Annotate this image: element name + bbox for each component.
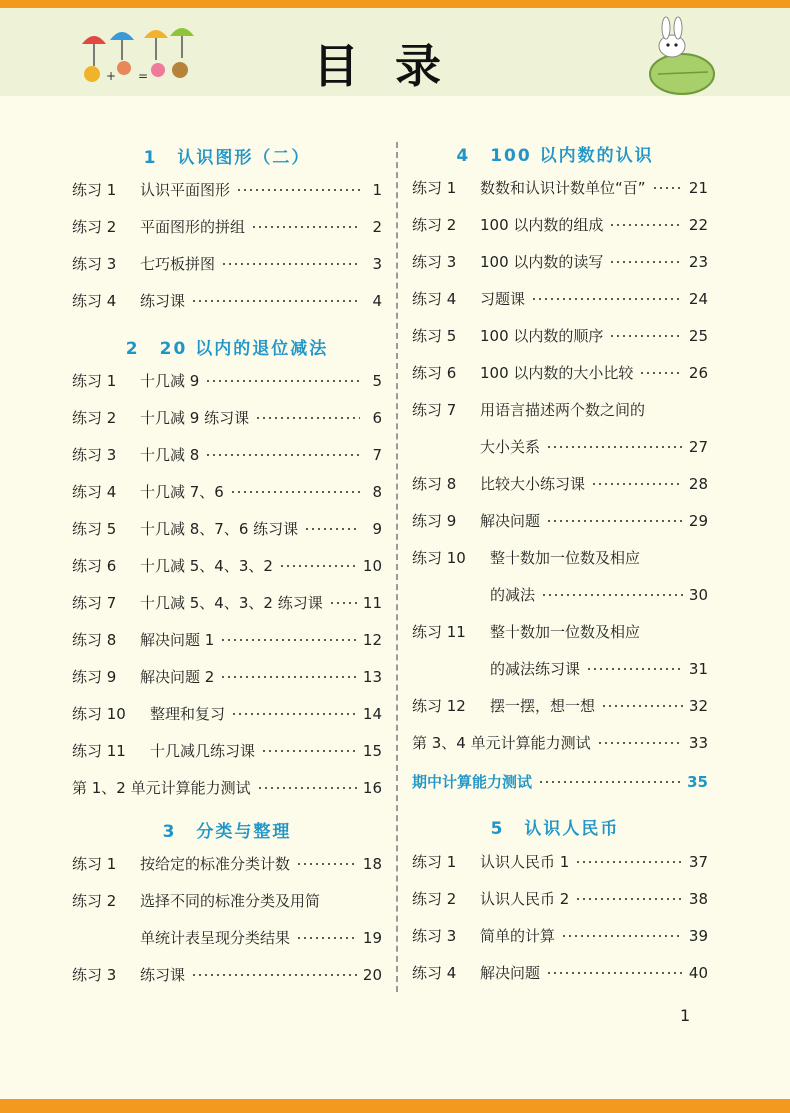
toc-entry[interactable]: 练习 7 用语言描述两个数之间的 [412,401,646,419]
toc-entry[interactable]: 练习 12 摆一摆，想一想 32 [412,697,708,715]
toc-entry[interactable]: 练习 9 解决问题 2 13 [72,668,382,686]
section-title: 1 认识图形（二） [143,148,311,168]
toc-entry[interactable]: 练习 1 认识人民币 1 37 [412,853,708,871]
toc-entry[interactable]: 练习 7 十几减 5、4、3、2 练习课 11 [72,594,382,612]
section-title: 5 认识人民币 [490,819,620,839]
toc-entry[interactable]: 练习 5 十几减 8、7、6 练习课 9 [72,520,382,538]
top-orange-bar [0,0,790,8]
toc-entry[interactable]: 练习 5 100 以内数的顺序 25 [412,327,708,345]
toc-entry[interactable]: 练习 2 认识人民币 2 38 [412,890,708,908]
toc-entry-midterm-test[interactable]: 期中计算能力测试 35 [412,773,708,791]
toc-entry[interactable]: 练习 2 十几减 9 练习课 6 [72,409,382,427]
toc-entry[interactable]: 练习 8 解决问题 1 12 [72,631,382,649]
toc-entry[interactable]: 练习 3 十几减 8 7 [72,446,382,464]
toc-entry[interactable]: 练习 1 数数和认识计数单位“百” 21 [412,179,708,197]
toc-entry[interactable]: 练习 1 按给定的标准分类计数 18 [72,855,382,873]
section-title: 4 100 以内数的认识 [456,146,654,166]
toc-entry[interactable]: 练习 4 习题课 24 [412,290,708,308]
header-band [0,8,790,96]
toc-entry[interactable]: 练习 3 简单的计算 39 [412,927,708,945]
toc-entry[interactable]: 练习 10 整十数加一位数及相应 [412,549,641,567]
toc-entry[interactable]: 练习 11 十几减几练习课 15 [72,742,382,760]
section-title: 3 分类与整理 [162,822,292,842]
toc-entry[interactable]: 练习 6 100 以内数的大小比较 26 [412,364,708,382]
toc-entry[interactable]: 练习 3 练习课 20 [72,966,382,984]
toc-entry[interactable]: 练习 4 解决问题 40 [412,964,708,982]
toc-entry[interactable]: 练习 2 平面图形的拼组 2 [72,218,382,236]
toc-entry[interactable]: 练习 3 七巧板拼图 3 [72,255,382,273]
toc-entry[interactable]: 练习 2 选择不同的标准分类及用简 [72,892,321,910]
svg-text:=: = [138,69,149,83]
column-divider [396,142,398,992]
toc-entry[interactable]: 练习 6 十几减 5、4、3、2 10 [72,557,382,575]
toc-entry[interactable]: 练习 1 认识平面图形 1 [72,181,382,199]
toc-entry[interactable]: 练习 8 比较大小练习课 28 [412,475,708,493]
toc-entry-continued[interactable]: 大小关系 27 [480,438,708,456]
toc-entry[interactable]: 练习 3 100 以内数的读写 23 [412,253,708,271]
toc-entry[interactable]: 第 3、4 单元计算能力测试 33 [412,734,708,752]
toc-entry[interactable]: 练习 4 练习课 4 [72,292,382,310]
toc-entry-continued[interactable]: 单统计表呈现分类结果 19 [140,929,382,947]
svg-text:+: + [106,69,117,83]
toc-entry-continued[interactable]: 的减法 30 [490,586,708,604]
page-number: 1 [680,1006,691,1025]
toc-entry[interactable]: 练习 11 整十数加一位数及相应 [412,623,641,641]
toc-entry[interactable]: 练习 10 整理和复习 14 [72,705,382,723]
toc-entry[interactable]: 练习 4 十几减 7、6 8 [72,483,382,501]
rabbit-on-leaf-illustration [638,16,718,100]
page-title: 目录 [313,39,477,93]
toc-entry-continued[interactable]: 的减法练习课 31 [490,660,708,678]
toc-entry[interactable]: 练习 9 解决问题 29 [412,512,708,530]
toc-entry[interactable]: 练习 2 100 以内数的组成 22 [412,216,708,234]
section-title: 2 20 以内的退位减法 [125,339,329,359]
bottom-orange-bar [0,1099,790,1113]
toc-entry[interactable]: 练习 1 十几减 9 5 [72,372,382,390]
toc-entry[interactable]: 第 1、2 单元计算能力测试 16 [72,779,382,797]
